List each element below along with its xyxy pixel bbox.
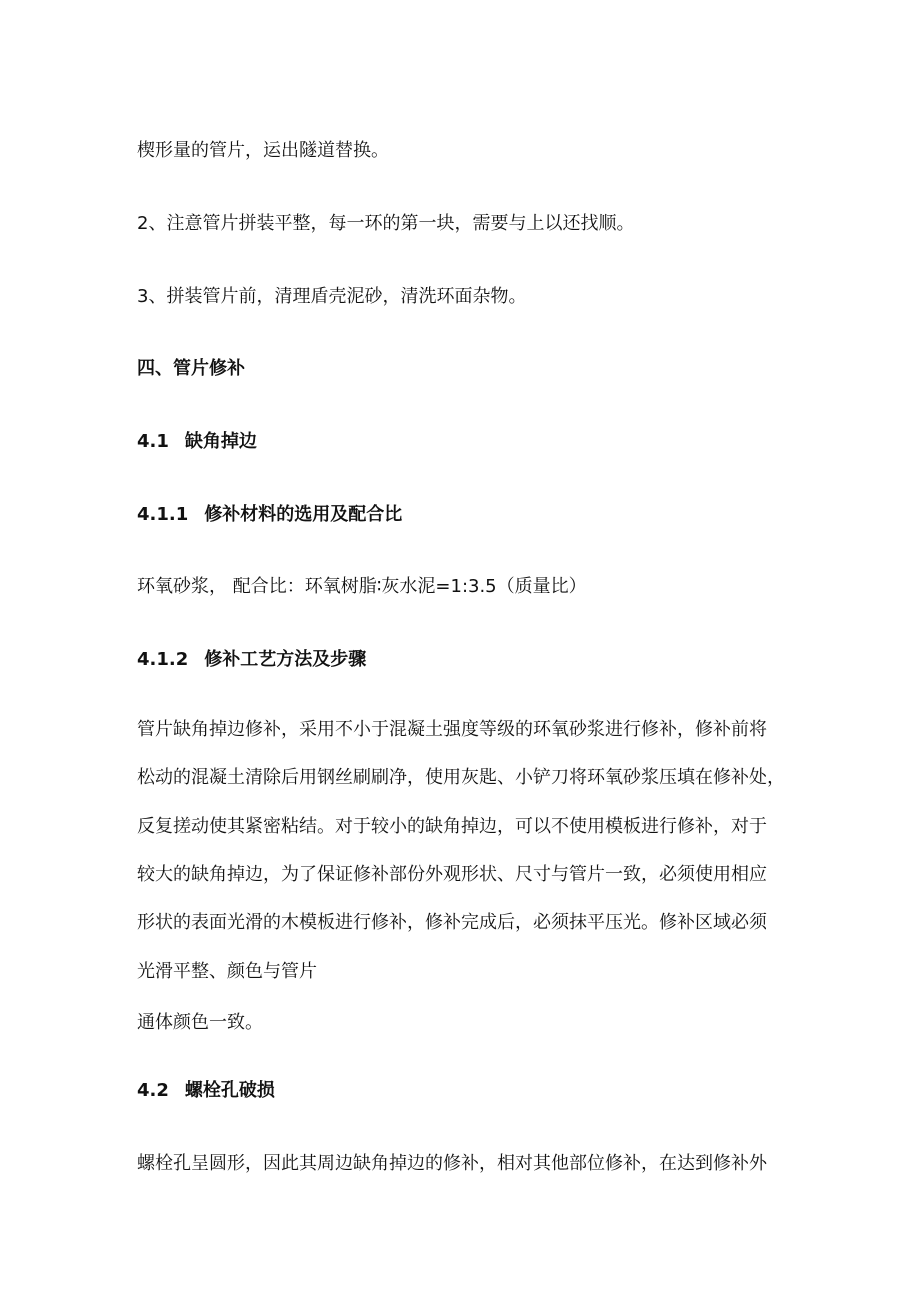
list-item-2: 2、注意管片拼装平整，每一环的第一块，需要与上以还找顺。 bbox=[137, 213, 635, 234]
mix-ratio-paragraph: 环氧砂浆， 配合比：环氧树脂∶灰水泥=1:3.5（质量比） bbox=[137, 576, 587, 597]
paragraph-4-1-2-line-2: 松动的混凝土清除后用钢丝刷刷净，使用灰匙、小铲刀将环氧砂浆压填在修补处， bbox=[137, 767, 785, 788]
list-item-3: 3、拼装管片前，清理盾壳泥砂，清洗环面杂物。 bbox=[137, 286, 527, 307]
paragraph-4-1-2-line-7: 通体颜色一致。 bbox=[137, 1012, 263, 1033]
paragraph-4-1-2-line-3: 反复搓动使其紧密粘结。对于较小的缺角掉边，可以不使用模板进行修补，对于 bbox=[137, 816, 767, 837]
paragraph-continuation: 楔形量的管片，运出隧道替换。 bbox=[137, 140, 389, 161]
heading-4-2-number: 4.2 bbox=[137, 1080, 169, 1101]
paragraph-4-1-2-line-6: 光滑平整、颜色与管片 bbox=[137, 961, 317, 982]
section-4-heading: 四、管片修补 bbox=[137, 358, 245, 379]
heading-4-2-title: 螺栓孔破损 bbox=[184, 1080, 275, 1101]
heading-4-1-1-number: 4.1.1 bbox=[137, 504, 189, 525]
paragraph-4-1-2-line-5: 形状的表面光滑的木模板进行修补，修补完成后，必须抹平压光。修补区域必须 bbox=[137, 912, 767, 933]
heading-4-1-2-number: 4.1.2 bbox=[137, 649, 189, 670]
paragraph-4-2-line-1: 螺栓孔呈圆形，因此其周边缺角掉边的修补，相对其他部位修补，在达到修补外 bbox=[137, 1153, 767, 1174]
heading-4-1-number: 4.1 bbox=[137, 431, 169, 452]
paragraph-4-1-2-line-1: 管片缺角掉边修补，采用不小于混凝土强度等级的环氧砂浆进行修补，修补前将 bbox=[137, 719, 767, 740]
heading-4-1-2 bbox=[137, 648, 366, 672]
heading-4-1-1-title: 修补材料的选用及配合比 bbox=[204, 504, 403, 525]
heading-4-2 bbox=[137, 1079, 275, 1103]
heading-4-1-title: 缺角掉边 bbox=[184, 431, 257, 452]
paragraph-4-1-2-line-4: 较大的缺角掉边，为了保证修补部份外观形状、尺寸与管片一致，必须使用相应 bbox=[137, 864, 767, 885]
heading-4-1-2-title: 修补工艺方法及步骤 bbox=[204, 649, 367, 670]
heading-4-1 bbox=[137, 430, 257, 454]
heading-4-1-1 bbox=[137, 503, 402, 527]
